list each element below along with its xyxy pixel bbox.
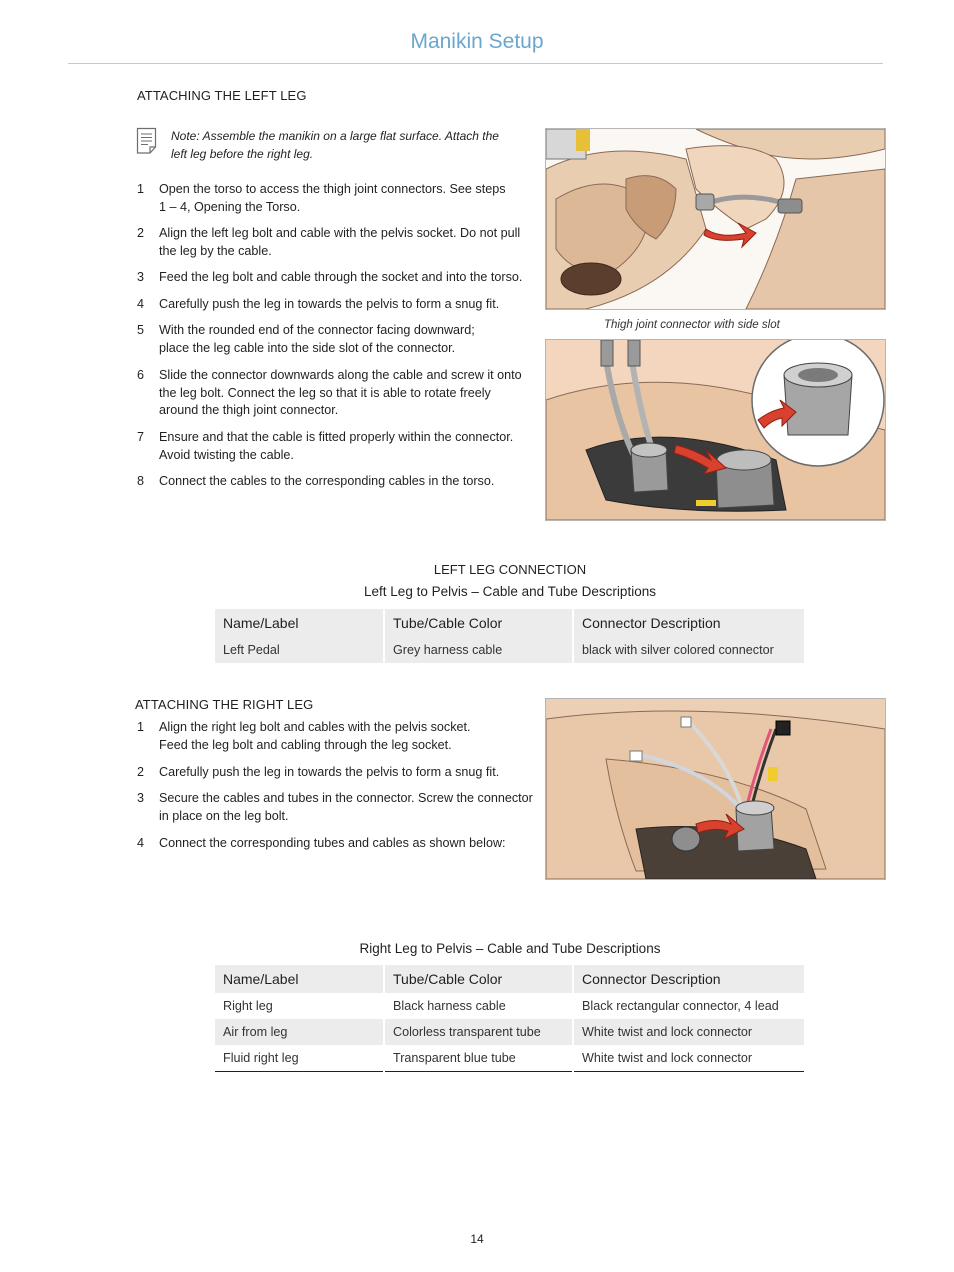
step-text: Open the torso to access the thigh joint connectors. See steps 1 – 4, Opening the Torso. — [159, 182, 506, 214]
step-number: 4 — [137, 297, 145, 311]
table-cell: Air from leg — [215, 1019, 384, 1045]
step-text: Align the left leg bolt and cable with the pelvis socket. Do not pull the leg by the cable. — [159, 226, 521, 258]
right-leg-connector-illustration — [545, 698, 886, 880]
note-line: left leg before the right leg. — [171, 146, 314, 161]
step-number: 7 — [137, 430, 145, 444]
right-table-subtitle: Right Leg to Pelvis – Cable and Tube Descriptions — [359, 941, 661, 956]
left-table-subtitle: Left Leg to Pelvis – Cable and Tube Descriptions — [364, 584, 656, 599]
table-cell: Black rectangular connector, 4 lead — [573, 993, 805, 1019]
note-icon — [136, 127, 158, 155]
table-cell: Black harness cable — [384, 993, 573, 1019]
left-leg-steps — [137, 181, 537, 501]
leg-insertion-illustration — [545, 128, 886, 310]
step-text: Secure the cables and tubes in the connector. Screw the connector in place on the leg bolt. — [159, 791, 533, 823]
column-header: Name/Label — [215, 965, 384, 993]
table-cell: White twist and lock connector — [573, 1019, 805, 1045]
step-number: 5 — [137, 323, 145, 337]
table-cell: Right leg — [215, 993, 384, 1019]
step-text: Connect the corresponding tubes and cables as shown below: — [159, 836, 506, 850]
step-number: 3 — [137, 270, 145, 284]
table-row — [215, 637, 805, 663]
figure-caption: Thigh joint connector with side slot — [604, 319, 780, 331]
table-cell: White twist and lock connector — [573, 1045, 805, 1072]
left-leg-table — [215, 609, 806, 663]
table-row — [215, 1045, 805, 1072]
thigh-connector-illustration — [545, 339, 886, 521]
column-header: Connector Description — [573, 965, 805, 993]
table-cell: Colorless transparent tube — [384, 1019, 573, 1045]
table-cell: Left Pedal — [215, 637, 384, 663]
step-number: 3 — [137, 791, 145, 805]
step-number: 8 — [137, 474, 145, 488]
step-number: 2 — [137, 226, 145, 240]
column-header: Tube/Cable Color — [384, 965, 573, 993]
table-row — [215, 1019, 805, 1045]
page-title: Manikin Setup — [410, 30, 544, 53]
column-header: Name/Label — [215, 609, 384, 637]
left-table-title: LEFT LEG CONNECTION — [433, 562, 587, 577]
right-leg-table — [215, 965, 806, 1072]
step-text: Ensure and that the cable is fitted properly within the connector. Avoid twisting the cable. — [159, 430, 514, 462]
step-number: 6 — [137, 368, 145, 382]
step-number: 1 — [137, 182, 145, 196]
step-text: Align the right leg bolt and cables with the pelvis socket. Feed the leg bolt and cabling through the leg socket. — [159, 720, 471, 752]
table-cell: Fluid right leg — [215, 1045, 384, 1072]
left-leg-heading: ATTACHING THE LEFT LEG — [137, 88, 307, 103]
title-divider — [68, 63, 883, 64]
assembly-note — [171, 128, 511, 163]
step-text: Feed the leg bolt and cable through the socket and into the torso. — [159, 270, 523, 284]
step-text: With the rounded end of the connector facing downward; place the leg cable into the side slot of the connector. — [159, 323, 475, 355]
note-line: Note: Assemble the manikin on a large flat surface. Attach the — [171, 129, 499, 143]
right-leg-heading: ATTACHING THE RIGHT LEG — [135, 697, 314, 712]
step-number: 4 — [137, 836, 145, 850]
step-number: 2 — [137, 765, 145, 779]
step-text: Carefully push the leg in towards the pelvis to form a snug fit. — [159, 297, 500, 311]
table-cell: Transparent blue tube — [384, 1045, 573, 1072]
step-text: Slide the connector downwards along the cable and screw it onto the leg bolt. Connect the leg so that it is able to rotate freely around the thigh joint connector. — [159, 368, 522, 417]
table-cell: black with silver colored connector — [573, 637, 805, 663]
column-header: Tube/Cable Color — [384, 609, 573, 637]
step-text: Carefully push the leg in towards the pelvis to form a snug fit. — [159, 765, 500, 779]
step-number: 1 — [137, 720, 145, 734]
table-cell: Grey harness cable — [384, 637, 573, 663]
right-leg-steps — [137, 719, 537, 859]
page-number: 14 — [470, 1232, 484, 1246]
column-header: Connector Description — [573, 609, 805, 637]
table-row — [215, 993, 805, 1019]
step-text: Connect the cables to the corresponding cables in the torso. — [159, 474, 495, 488]
